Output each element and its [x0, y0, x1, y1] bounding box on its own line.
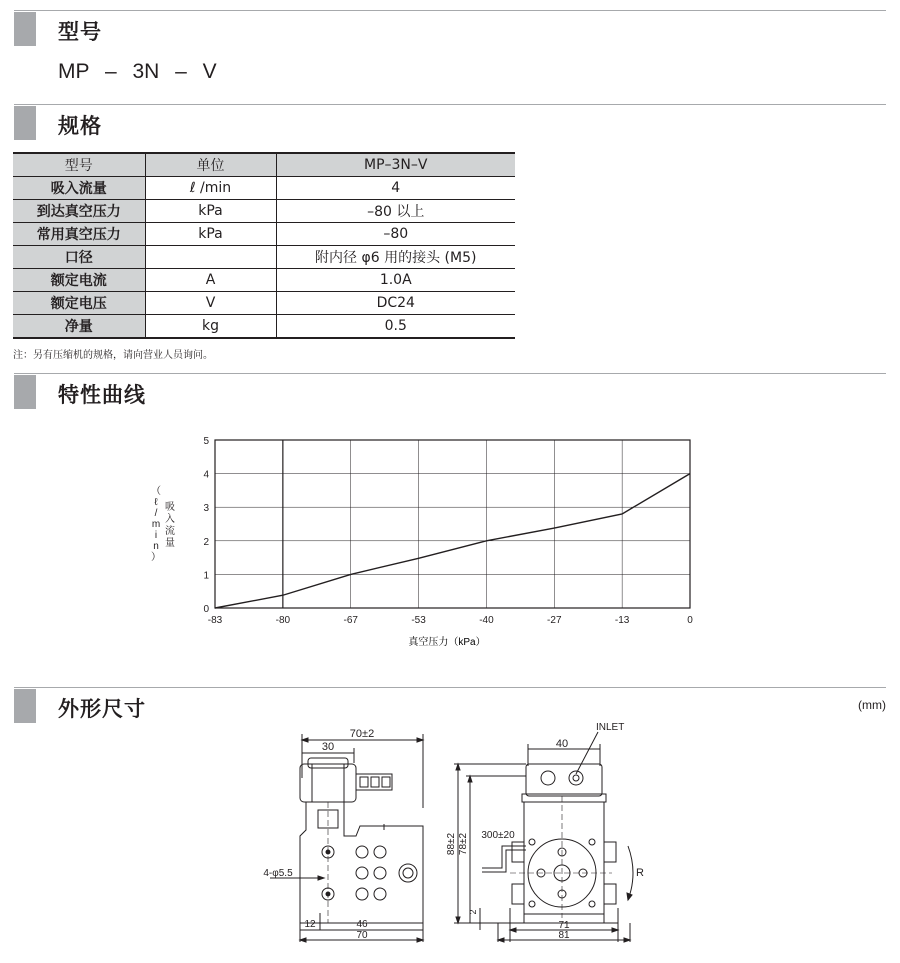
- dim-70: 70: [356, 930, 368, 941]
- x-tick-label: -27: [547, 615, 562, 626]
- row-value: –80 以上: [276, 200, 515, 223]
- rotation-label: R: [636, 867, 644, 879]
- row-label: 额定电流: [13, 269, 145, 292]
- row-unit: kPa: [145, 223, 276, 246]
- characteristic-curve-chart: [140, 430, 710, 660]
- table-header-row: [13, 153, 515, 177]
- row-unit: A: [145, 269, 276, 292]
- dim-78: 78±2: [458, 832, 469, 856]
- column-header: MP–3N–V: [276, 153, 515, 177]
- dim-81: 81: [558, 930, 570, 941]
- spec-note: 注：另有压缩机的规格，请向营业人员询问。: [13, 350, 213, 361]
- section-marker: [14, 106, 36, 140]
- row-label: 吸入流量: [13, 177, 145, 200]
- row-label: 到达真空压力: [13, 200, 145, 223]
- x-tick-label: -83: [207, 615, 223, 626]
- table-row: [13, 246, 515, 269]
- row-unit: V: [145, 292, 276, 315]
- table-row: [13, 292, 515, 315]
- table-row: [13, 200, 515, 223]
- y-tick-label: 2: [203, 536, 209, 548]
- x-tick-label: -80: [275, 615, 291, 626]
- row-unit: kPa: [145, 200, 276, 223]
- y-axis-label-char: 量: [165, 538, 175, 549]
- row-label: 净量: [13, 315, 145, 339]
- section-title: 特性曲线: [58, 383, 146, 407]
- y-tick-label: 4: [203, 469, 209, 481]
- dim-width-tol: 70±2: [349, 728, 375, 740]
- section-title: 规格: [58, 114, 102, 138]
- section-marker: [14, 12, 36, 46]
- row-value: 附内径 φ6 用的接头 (M5): [276, 246, 515, 269]
- row-label: 额定电压: [13, 292, 145, 315]
- column-header: 型号: [13, 153, 145, 177]
- row-value: –80: [276, 223, 515, 246]
- dim-30: 30: [321, 741, 335, 753]
- row-value: 1.0A: [276, 269, 515, 292]
- y-axis-label: [151, 485, 175, 563]
- row-value: 4: [276, 177, 515, 200]
- dim-71: 71: [558, 920, 570, 931]
- spec-table: [13, 152, 515, 339]
- table-row: [13, 223, 515, 246]
- table-row: [13, 315, 515, 339]
- row-unit: [145, 246, 276, 269]
- x-tick-label: -40: [479, 615, 494, 626]
- divider: [14, 104, 886, 105]
- column-header: 单位: [145, 153, 276, 177]
- x-tick-label: 0: [687, 615, 693, 626]
- row-unit: ℓ /min: [145, 177, 276, 200]
- side-view: [446, 722, 644, 942]
- y-axis-label-char: 吸: [165, 502, 175, 513]
- y-axis-label-char: 流: [165, 526, 175, 537]
- section-spec-header: [0, 104, 886, 144]
- x-tick-label: -67: [343, 615, 358, 626]
- y-axis-label-char: 入: [165, 514, 175, 525]
- y-tick-label: 0: [203, 604, 209, 615]
- dimension-drawing: [240, 718, 660, 958]
- row-value: DC24: [276, 292, 515, 315]
- dim-2: 2: [468, 909, 478, 915]
- dim-cable: 300±20: [481, 830, 515, 841]
- y-tick-label: 1: [203, 570, 209, 582]
- dim-12: 12: [304, 919, 316, 930]
- divider: [14, 373, 886, 374]
- y-axis-unit-char: （: [151, 486, 161, 497]
- section-title: 外形尺寸: [58, 697, 146, 721]
- row-unit: kg: [145, 315, 276, 339]
- x-tick-label: -13: [614, 615, 630, 626]
- dim-88: 88±2: [446, 832, 457, 856]
- y-axis-unit-char: /: [154, 508, 158, 519]
- table-row: [13, 269, 515, 292]
- table-row: [13, 177, 515, 200]
- y-axis-unit-char: n: [153, 541, 159, 552]
- dim-46: 46: [356, 919, 368, 930]
- dim-40: 40: [555, 738, 569, 750]
- y-axis-unit-char: ℓ: [154, 497, 158, 508]
- y-axis-unit-char: i: [154, 530, 158, 541]
- section-title: 型号: [58, 20, 102, 44]
- x-axis-label: 真空压力（kPa）: [408, 637, 486, 648]
- front-view: [263, 728, 423, 942]
- divider: [14, 10, 886, 11]
- y-tick-label: 5: [203, 436, 209, 447]
- y-axis-unit-char: ）: [151, 552, 161, 563]
- section-model-header: [0, 10, 886, 50]
- row-label: 常用真空压力: [13, 223, 145, 246]
- unit-label: (mm): [858, 698, 886, 712]
- section-marker: [14, 689, 36, 723]
- row-label: 口径: [13, 246, 145, 269]
- dim-hole: 4-φ5.5: [263, 868, 293, 879]
- inlet-label: INLET: [596, 722, 625, 733]
- x-tick-label: -53: [411, 615, 426, 626]
- model-code: MP – 3N – V: [58, 60, 217, 83]
- y-tick-label: 3: [203, 503, 209, 515]
- section-curve-header: [0, 373, 886, 413]
- plot-frame: [215, 440, 690, 608]
- divider: [14, 687, 886, 688]
- row-value: 0.5: [276, 315, 515, 339]
- section-marker: [14, 375, 36, 409]
- y-axis-unit-char: m: [151, 519, 161, 530]
